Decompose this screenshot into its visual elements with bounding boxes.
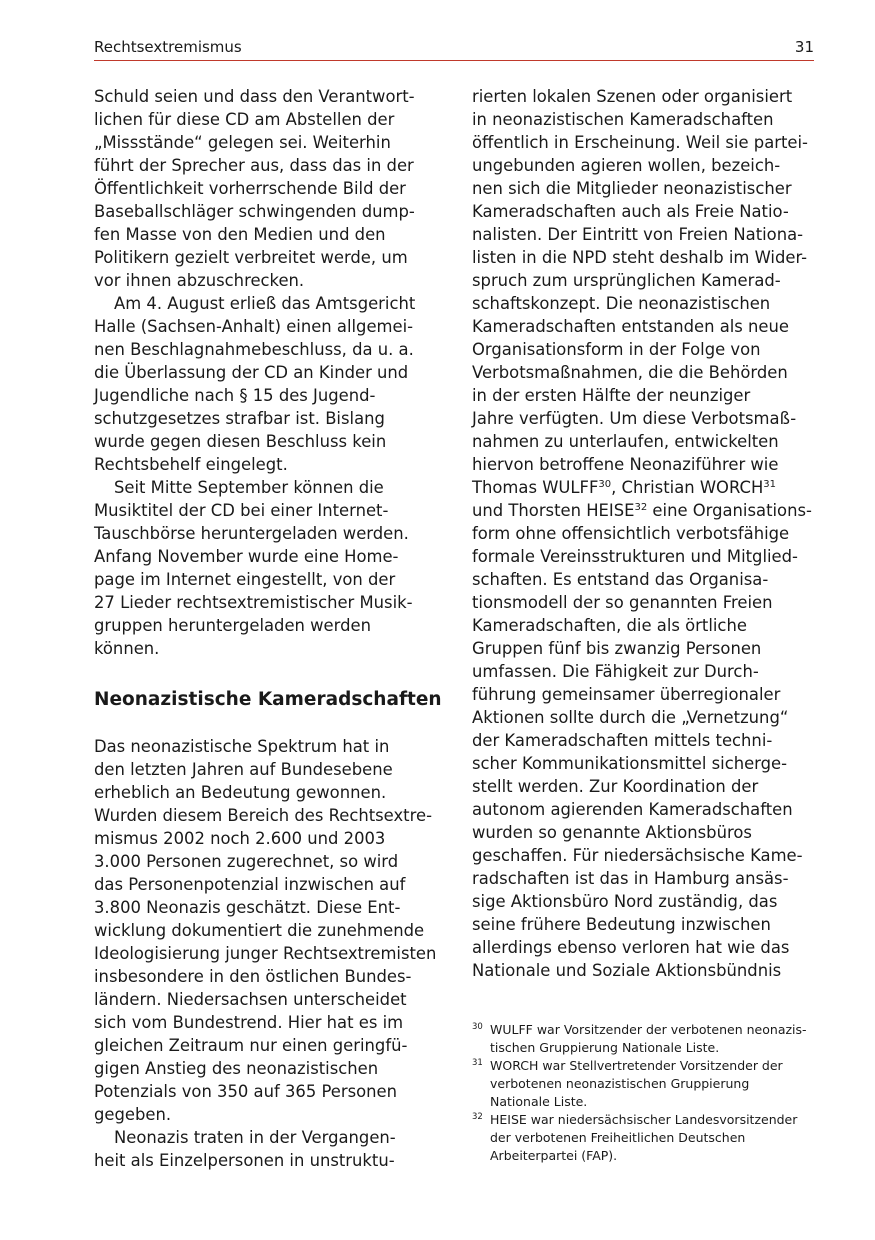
text-line: spruch zum ursprünglichen Kamerad-: [472, 271, 781, 290]
text-line: das Personenpotenzial inzwischen auf: [94, 875, 406, 894]
text-line: schaftskonzept. Die neonazistischen: [472, 294, 771, 313]
text-line: Wurden diesem Bereich des Rechtsextre-: [94, 806, 432, 825]
right-column: [472, 85, 817, 982]
text-line: form ohne offensichtlich verbotsfähige: [472, 524, 790, 543]
text-line: [472, 476, 817, 499]
footnote-30: [472, 1021, 817, 1057]
footnote-number: 32: [472, 1112, 483, 1122]
footnote-line: [472, 1057, 817, 1075]
text-line: in der ersten Hälfte der neunziger: [472, 386, 751, 405]
text-line: 27 Lieder rechtsextremistischer Musik-: [94, 593, 413, 612]
text-line: wurden so genannte Aktionsbüros: [472, 823, 752, 842]
paragraph: [94, 735, 439, 1126]
text-line: ländern. Niedersachsen unterscheidet: [94, 990, 407, 1009]
text-line: seine frühere Bedeutung inzwischen: [472, 915, 771, 934]
paragraph: [94, 1126, 439, 1172]
page-number: 31: [794, 38, 814, 56]
section-title: Rechtsextremismus: [94, 38, 242, 56]
footnote-ref-32[interactable]: 32: [634, 502, 648, 513]
footnote-number: 31: [472, 1058, 483, 1068]
text-line: die Überlassung der CD an Kinder und: [94, 363, 409, 382]
footnote-line: [472, 1111, 817, 1129]
text-line: Halle (Sachsen-Anhalt) einen allgemei-: [94, 317, 414, 336]
text-line: vor ihnen abzuschrecken.: [94, 271, 305, 290]
text-line: nen Beschlagnahmebeschluss, da u. a.: [94, 340, 414, 359]
text-line: Am 4. August erließ das Amtsgericht: [114, 294, 416, 313]
text-line: stellt werden. Zur Koordination der: [472, 777, 759, 796]
text-line: Das neonazistische Spektrum hat in: [94, 737, 390, 756]
text-line: nen sich die Mitglieder neonazistischer: [472, 179, 792, 198]
text-line: listen in die NPD steht deshalb im Wider-: [472, 248, 808, 267]
text-line: heit als Einzelpersonen in unstruktu-: [94, 1151, 395, 1170]
running-header: [94, 36, 814, 61]
text-line: page im Internet eingestellt, von der: [94, 570, 396, 589]
text-line: führung gemeinsamer überregionaler: [472, 685, 781, 704]
text-line: radschaften ist das in Hamburg ansäs-: [472, 869, 789, 888]
text-line: scher Kommunikationsmittel sicherge-: [472, 754, 788, 773]
text-line: 3.000 Personen zugerechnet, so wird: [94, 852, 399, 871]
text-line: gegeben.: [94, 1105, 172, 1124]
footnote-32: [472, 1111, 817, 1165]
footnote-ref-31[interactable]: 31: [763, 479, 777, 490]
text-line: ungebunden agieren wollen, bezeich-: [472, 156, 781, 175]
text-line: [472, 499, 817, 522]
text-line: schaften. Es entstand das Organisa-: [472, 570, 769, 589]
footnotes: [472, 1021, 817, 1165]
text-line: Schuld seien und dass den Verantwort-: [94, 87, 415, 106]
footnote-text: WULFF war Vorsitzender der verbotenen neonazis-: [490, 1022, 807, 1037]
text-line: Kameradschaften, die als örtliche: [472, 616, 747, 635]
text-fragment: und Thorsten HEISE: [472, 501, 635, 520]
text-line: gleichen Zeitraum nur einen geringfü-: [94, 1036, 408, 1055]
footnote-line: Arbeiterpartei (FAP).: [490, 1148, 618, 1163]
text-line: mismus 2002 noch 2.600 und 2003: [94, 829, 386, 848]
text-line: Verbotsmaßnahmen, die die Behörden: [472, 363, 788, 382]
footnote-line: tischen Gruppierung Nationale Liste.: [490, 1040, 720, 1055]
text-line: den letzten Jahren auf Bundesebene: [94, 760, 393, 779]
text-line: Politikern gezielt verbreitet werde, um: [94, 248, 408, 267]
text-line: der Kameradschaften mittels techni-: [472, 731, 773, 750]
text-line: 3.800 Neonazis geschätzt. Diese Ent-: [94, 898, 401, 917]
text-line: rierten lokalen Szenen oder organisiert: [472, 87, 793, 106]
paragraph: [94, 292, 439, 476]
text-line: „Missstände“ gelegen sei. Weiterhin: [94, 133, 391, 152]
text-line: Baseballschläger schwingenden dump-: [94, 202, 415, 221]
text-line: Kameradschaften auch als Freie Natio-: [472, 202, 789, 221]
text-line: Jahre verfügten. Um diese Verbotsmaß-: [472, 409, 797, 428]
text-line: tionsmodell der so genannten Freien: [472, 593, 773, 612]
text-line: Seit Mitte September können die: [114, 478, 384, 497]
text-line: geschaffen. Für niedersächsische Kame-: [472, 846, 803, 865]
text-line: Neonazis traten in der Vergangen-: [114, 1128, 396, 1147]
text-line: sich vom Bundestrend. Hier hat es im: [94, 1013, 404, 1032]
text-line: gruppen heruntergeladen werden: [94, 616, 371, 635]
text-fragment: , Christian WORCH: [611, 478, 764, 497]
text-line: Potenzials von 350 auf 365 Personen: [94, 1082, 398, 1101]
text-line: Tauschbörse heruntergeladen werden.: [94, 524, 409, 543]
text-line: formale Vereinsstrukturen und Mitglied-: [472, 547, 798, 566]
text-line: Rechtsbehelf eingelegt.: [94, 455, 288, 474]
text-line: sige Aktionsbüro Nord zuständig, das: [472, 892, 778, 911]
text-line: schutzgesetzes strafbar ist. Bislang: [94, 409, 385, 428]
text-line: fen Masse von den Medien und den: [94, 225, 386, 244]
text-line: autonom agierenden Kameradschaften: [472, 800, 793, 819]
paragraph: [94, 85, 439, 292]
text-line: gigen Anstieg des neonazistischen: [94, 1059, 379, 1078]
text-line: können.: [94, 639, 160, 658]
text-line: Organisationsform in der Folge von: [472, 340, 761, 359]
text-line: wicklung dokumentiert die zunehmende: [94, 921, 425, 940]
footnote-text: WORCH war Stellvertretender Vorsitzender der: [490, 1058, 783, 1073]
footnote-line: Nationale Liste.: [490, 1094, 588, 1109]
text-line: in neonazistischen Kameradschaften: [472, 110, 774, 129]
text-line: Ideologisierung junger Rechtsextremisten: [94, 944, 437, 963]
footnote-31: [472, 1057, 817, 1111]
text-line: erheblich an Bedeutung gewonnen.: [94, 783, 387, 802]
section-heading: Neonazistische Kameradschaften: [94, 689, 442, 710]
footnote-text: HEISE war niedersächsischer Landesvorsitzender: [490, 1112, 798, 1127]
text-line: Öffentlichkeit vorherrschende Bild der: [94, 179, 406, 198]
text-line: allerdings ebenso verloren hat wie das: [472, 938, 790, 957]
text-line: Nationale und Soziale Aktionsbündnis: [472, 961, 782, 980]
text-line: lichen für diese CD am Abstellen der: [94, 110, 395, 129]
text-line: nahmen zu unterlaufen, entwickelten: [472, 432, 779, 451]
footnote-line: [472, 1021, 817, 1039]
text-line: Musiktitel der CD bei einer Internet-: [94, 501, 389, 520]
text-line: nalisten. Der Eintritt von Freien Nationa-: [472, 225, 804, 244]
text-line: hiervon betroffene Neonaziführer wie: [472, 455, 779, 474]
text-line: führt der Sprecher aus, dass das in der: [94, 156, 414, 175]
text-line: insbesondere in den östlichen Bundes-: [94, 967, 412, 986]
footnote-line: der verbotenen Freiheitlichen Deutschen: [490, 1130, 746, 1145]
paragraph: [94, 476, 439, 660]
text-line: öffentlich in Erscheinung. Weil sie partei-: [472, 133, 808, 152]
footnote-line: verbotenen neonazistischen Gruppierung: [490, 1076, 750, 1091]
text-line: Kameradschaften entstanden als neue: [472, 317, 789, 336]
text-line: wurde gegen diesen Beschluss kein: [94, 432, 387, 451]
text-line: Anfang November wurde eine Home-: [94, 547, 399, 566]
footnote-number: 30: [472, 1022, 483, 1032]
text-line: Aktionen sollte durch die „Vernetzung“: [472, 708, 789, 727]
text-line: Gruppen fünf bis zwanzig Personen: [472, 639, 762, 658]
text-fragment: eine Organisations-: [647, 501, 812, 520]
text-fragment: Thomas WULFF: [472, 478, 599, 497]
text-line: Jugendliche nach § 15 des Jugend-: [94, 386, 376, 405]
footnote-ref-30[interactable]: 30: [598, 479, 612, 490]
text-line: umfassen. Die Fähigkeit zur Durch-: [472, 662, 759, 681]
left-column: [94, 85, 442, 1172]
